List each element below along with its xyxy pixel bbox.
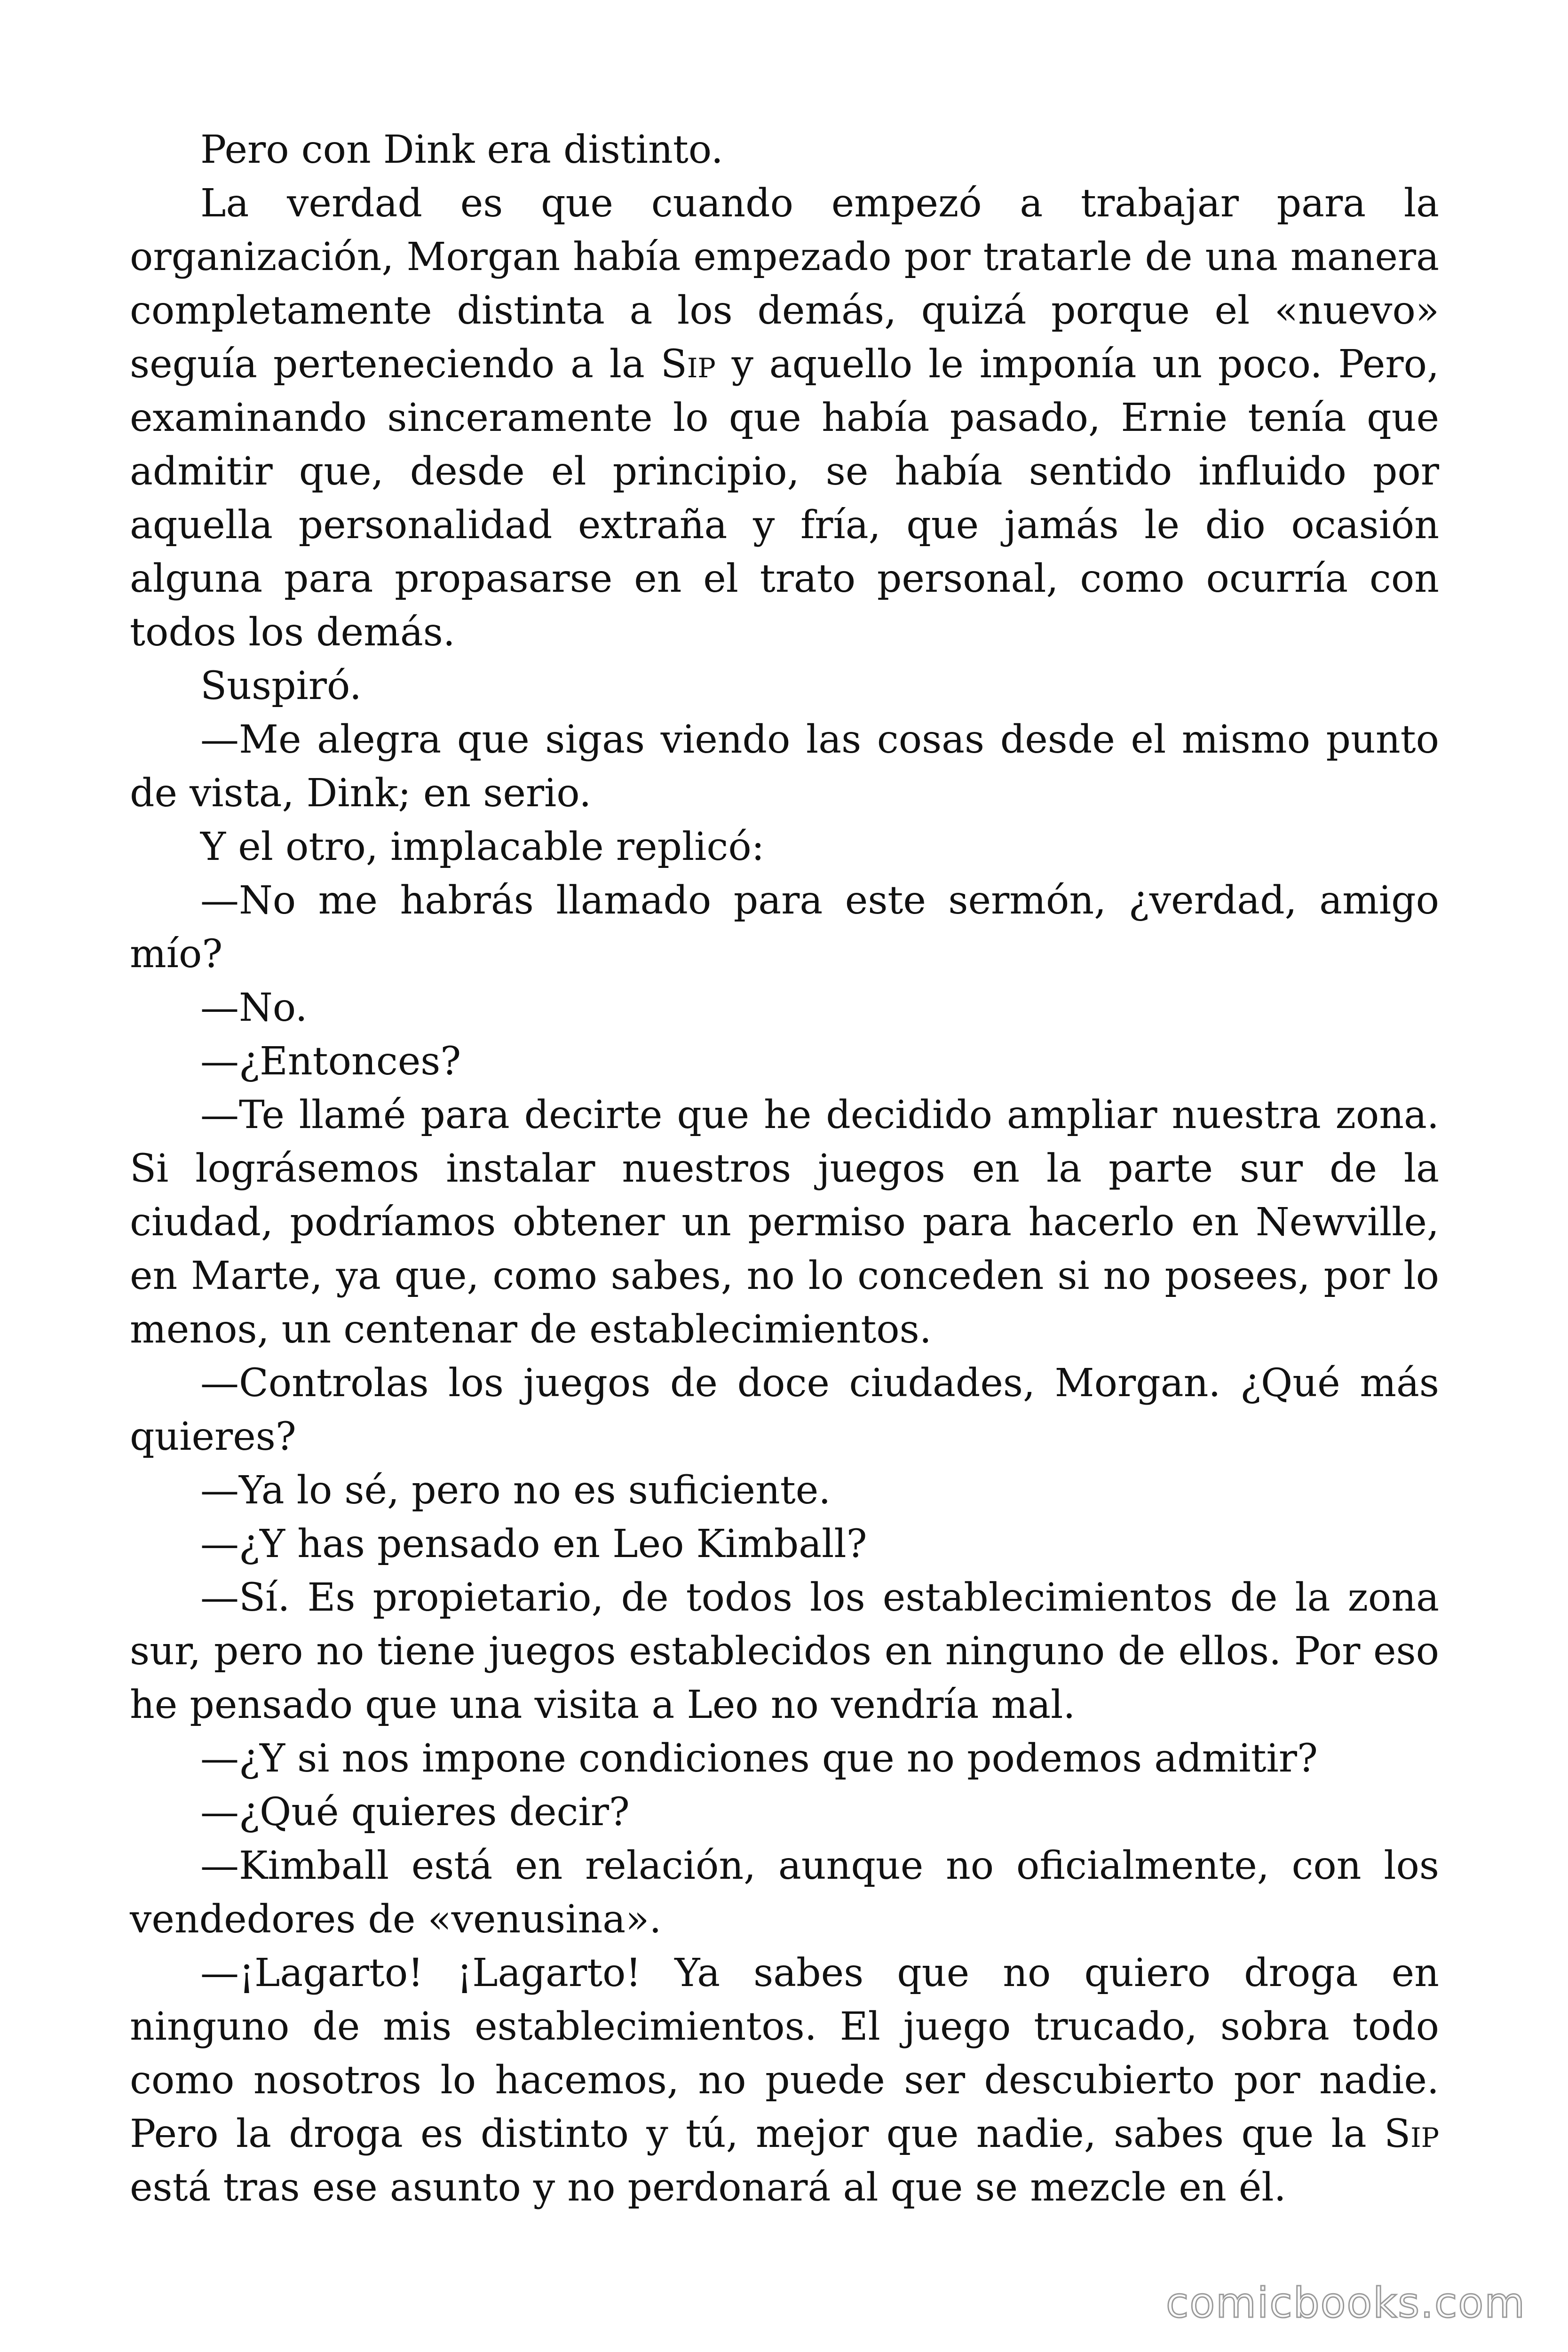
- paragraph: Pero con Dink era distinto.: [200, 127, 723, 172]
- page-text: [130, 123, 1439, 2215]
- paragraph: —Kimball está en relación, aunque no oficialmente, con los vendedores de «venusina».: [130, 1843, 1439, 1942]
- paragraph: —¿Y si nos impone condiciones que no podemos admitir?: [200, 1736, 1318, 1781]
- paragraph: Y el otro, implacable replicó:: [200, 825, 765, 869]
- paragraph: —Te llamé para decirte que he decidido ampliar nuestra zona. Si lográsemos instalar nuestros juegos en la parte sur de la ciudad, podríamos obtener un permiso para hacerlo en Newville, en Marte, ya que, como sabes, no lo conceden si no posees, por lo menos, un centenar de establecimientos.: [130, 1093, 1439, 1352]
- paragraph: —¿Y has pensado en Leo Kimball?: [200, 1522, 867, 1566]
- paragraph: —Ya lo sé, pero no es suficiente.: [200, 1468, 831, 1513]
- watermark-text: comicbooks.com: [1165, 2279, 1526, 2327]
- paragraph: —¡Lagarto! ¡Lagarto! Ya sabes que no quiero droga en ninguno de mis establecimientos. El juego trucado, sobra todo como nosotros lo hacemos, no puede ser descubierto por nadie. Pero la droga es distinto y tú, mejor que nadie, sabes que la Sip está tras ese asunto y no perdonará al que se mezcle en él.: [130, 1951, 1439, 2210]
- paragraph: La verdad es que cuando empezó a trabajar para la organización, Morgan había empezado por tratarle de una manera completamente distinta a los demás, quizá porque el «nuevo» seguía perteneciendo a la Sip y aquello le imponía un poco. Pero, examinando sinceramente lo que había pasado, Ernie tenía que admitir que, desde el principio, se había sentido influido por aquella personalidad extraña y fría, que jamás le dio ocasión alguna para propasarse en el trato personal, como ocurría con todos los demás.: [130, 181, 1440, 655]
- paragraph: —No.: [200, 985, 308, 1030]
- paragraph: —Me alegra que sigas viendo las cosas desde el mismo punto de vista, Dink; en serio.: [130, 717, 1439, 816]
- paragraph: —Sí. Es propietario, de todos los establecimientos de la zona sur, pero no tiene juegos establecidos en ninguno de ellos. Por eso he pensado que una visita a Leo no vendría mal.: [130, 1575, 1439, 1727]
- paragraph: Suspiró.: [200, 664, 362, 708]
- paragraph: —Controlas los juegos de doce ciudades, Morgan. ¿Qué más quieres?: [130, 1361, 1439, 1459]
- acronym-sip: Sip: [660, 342, 716, 387]
- acronym-sip: Sip: [1384, 2112, 1439, 2156]
- paragraph: —No me habrás llamado para este sermón, ¿verdad, amigo mío?: [130, 878, 1439, 977]
- paragraph: —¿Qué quieres decir?: [200, 1790, 630, 1835]
- paragraph: —¿Entonces?: [200, 1039, 461, 1084]
